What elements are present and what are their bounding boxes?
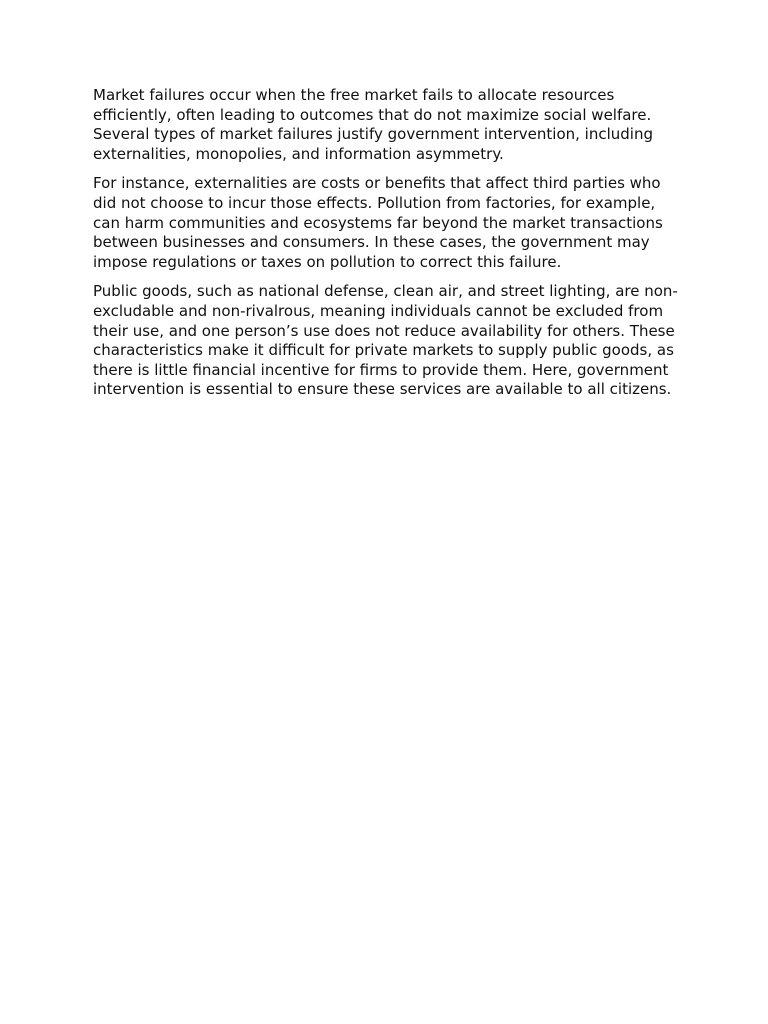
paragraph-market-failures: Market failures occur when the free market fails to allocate resources efficiently, often leading to outcomes that do not maximize social welfare. Several types of market failures justify government intervention, including externalities, monopolies, and information asymmetry.: [93, 86, 653, 163]
document-page: [93, 86, 683, 410]
paragraph-externalities: For instance, externalities are costs or benefits that affect third parties who did not choose to incur those effects. Pollution from factories, for example, can harm communities and ecosystems far beyond the market transactions between businesses and consumers. In these cases, the government may impose regulations or taxes on pollution to correct this failure.: [93, 174, 663, 271]
paragraph-public-goods: Public goods, such as national defense, clean air, and street lighting, are non-excludable and non-rivalrous, meaning individuals cannot be excluded from their use, and one person’s use does not reduce availability for others. These characteristics make it difficult for private markets to supply public goods, as there is little financial incentive for firms to provide them. Here, government intervention is essential to ensure these services are available to all citizens.: [93, 282, 678, 399]
